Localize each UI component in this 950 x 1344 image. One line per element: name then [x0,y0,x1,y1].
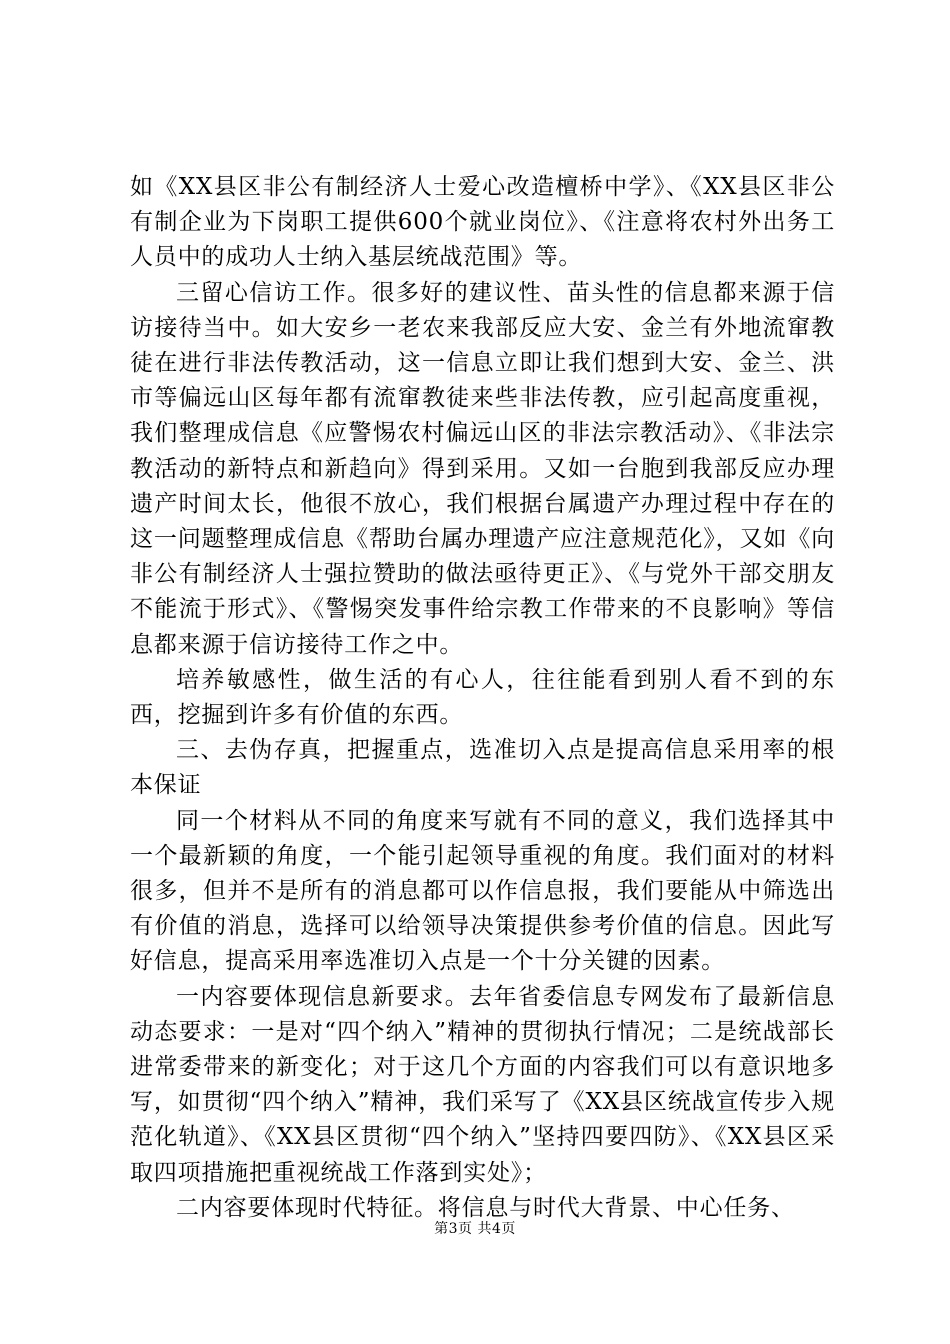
document-body [130,170,835,1226]
page-footer [0,1218,950,1238]
paragraph-new-requirements: 一内容要体现信息新要求。去年省委信息专网发布了最新信息动态要求：一是对“四个纳入”精神的贯彻执行情况；二是统战部长进常委带来的新变化；对于这几个方面的内容我们可以有意识地多写，如贯彻“四个纳入”精神，我们采写了《XX县区统战宣传步入规范化轨道》、《XX县区贯彻“四个纳入”坚持四要四防》、《XX县区采取四项措施把重视统战工作落到实处》； [130,983,835,1186]
page-number-label: 第3页 共4页 [434,1221,516,1237]
section-heading-three: 三、去伪存真，把握重点，选准切入点是提高信息采用率的根本保证 [130,737,835,799]
paragraph-petition-work: 三留心信访工作。很多好的建议性、苗头性的信息都来源于信访接待当中。如大安乡一老农来我部反应大安、金兰有外地流窜教徒在进行非法传教活动，这一信息立即让我们想到大安、金兰、洪市等偏远山区每年都有流窜教徒来些非法传教，应引起高度重视，我们整理成信息《应警惕农村偏远山区的非法宗教活动》、《非法宗教活动的新特点和新趋向》得到采用。又如一台胞到我部反应办理遗产时间太长，他很不放心，我们根据台属遗产办理过程中存在的这一问题整理成信息《帮助台属办理遗产应注意规范化》，又如《向非公有制经济人士强拉赞助的做法亟待更正》、《与党外干部交朋友不能流于形式》、《警惕突发事件给宗教工作带来的不良影响》等信息都来源于信访接待工作之中。 [130,279,835,658]
paragraph-era-features: 二内容要体现时代特征。将信息与时代大背景、中心任务、 [176,1194,795,1221]
paragraph-angle-selection: 同一个材料从不同的角度来写就有不同的意义，我们选择其中一个最新颖的角度，一个能引起领导重视的角度。我们面对的材料很多，但并不是所有的消息都可以作信息报，我们要能从中筛选出有价值的消息，选择可以给领导决策提供参考价值的信息。因此写好信息，提高采用率选准切入点是一个十分关键的因素。 [130,807,835,975]
paragraph-sensitivity: 培养敏感性，做生活的有心人，往往能看到别人看不到的东西，挖掘到许多有价值的东西。 [130,666,835,729]
paragraph-continuation: 如《XX县区非公有制经济人士爱心改造檀桥中学》、《XX县区非公有制企业为下岗职工提供600个就业岗位》、《注意将农村外出务工人员中的成功人士纳入基层统战范围》等。 [130,174,835,271]
